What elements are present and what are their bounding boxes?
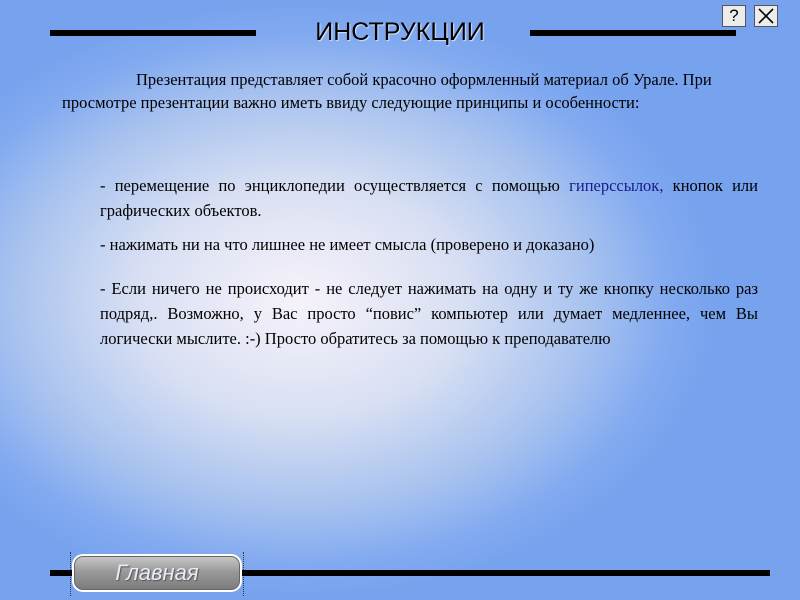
list-item-text: - перемещение по энциклопедии осуществляется с помощью [100,176,570,195]
list-item: - Если ничего не происходит - не следует нажимать на одну и ту же кнопку несколько раз подряд,. Возможно, у Вас просто “повис” компьютер или думает медленнее, чем Вы логически мыслите. :-) Просто обратитесь за помощью к преподавателю [100,279,758,348]
list-item: - нажимать ни на что лишнее не имеет смысла (проверено и доказано) [100,235,595,254]
close-x-icon [757,8,775,24]
page-title: ИНСТРУКЦИИ [315,18,485,46]
help-button[interactable] [722,5,746,27]
intro-text: Презентация представляет собой красочно оформленный материал об Урале. При просмотре презентации важно иметь ввиду следующие принципы и особенности: [62,70,712,112]
hyperlink-text[interactable]: гиперссылок, [569,176,664,195]
main-nav-button[interactable]: Главная [72,554,242,592]
question-mark-icon: ? [729,6,739,25]
close-button[interactable] [754,5,778,27]
intro-paragraph [62,68,752,114]
list-item-text: кнопок или графических объектов. [100,176,758,220]
list-item [100,173,758,223]
